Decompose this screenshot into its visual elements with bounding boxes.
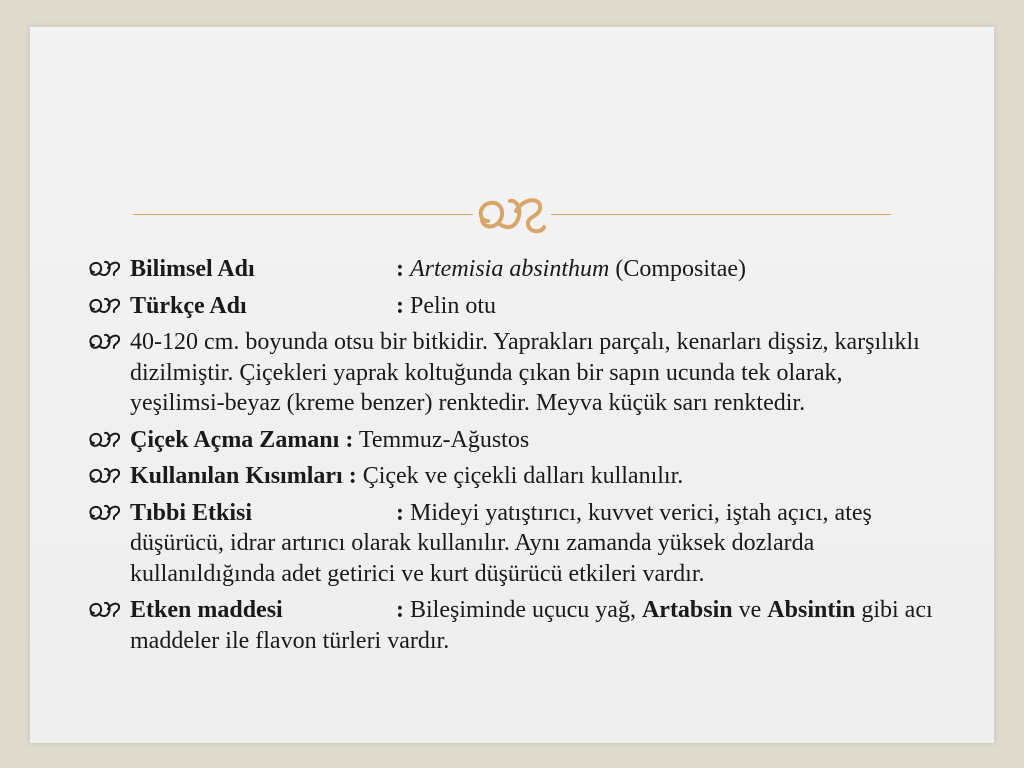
- family-name: (Compositae): [609, 256, 746, 282]
- swirl-bullet-icon: [88, 599, 120, 619]
- swirl-bullet-icon: [88, 429, 120, 449]
- list-item-kullanilan-kisimlari: [88, 461, 938, 492]
- divider-line-left: [133, 214, 473, 215]
- item-value: Mideyi yatıştırıcı, kuvvet verici, iştah açıcı, ateş düşürücü, idrar artırıcı olarak kullanılır. Aynı zamanda yüksek dozlarda kullanıldığında adet getirici ve kurt düşürücü etkileri vardır.: [130, 499, 872, 587]
- item-colon: :: [396, 499, 404, 526]
- item-label: Çiçek Açma Zamanı :: [130, 426, 354, 453]
- item-text: 40-120 cm. boyunda otsu bir bitkidir. Yaprakları parçalı, kenarları dişsiz, karşılıklı dizilmiştir. Çiçekleri yaprak koltuğunda çıkan bir sapın ucunda tek olarak, yeşilimsi-beyaz (kreme benzer) renktedir. Meyva küçük sarı renktedir.: [130, 329, 920, 416]
- list-item-etken-maddesi: [88, 595, 938, 656]
- swirl-bullet-icon: [88, 465, 120, 485]
- list-item-bilimsel-adi: [88, 254, 938, 285]
- item-value-part3: gibi acı maddeler ile flavon türleri vardır.: [130, 597, 933, 654]
- item-label: Bilimsel Adı: [130, 256, 255, 282]
- item-colon: :: [396, 597, 404, 623]
- item-value: Pelin otu: [410, 292, 497, 319]
- content-list: [88, 254, 938, 662]
- item-value: Çiçek ve çiçekli dalları kullanılır.: [362, 463, 684, 489]
- divider-line-right: [551, 214, 891, 215]
- swirl-ornament-icon: [476, 189, 548, 239]
- list-item-tibbi-etkisi: [88, 498, 938, 590]
- scientific-name: Artemisia absinthum: [410, 256, 610, 282]
- compound-artabsin: Artabsin: [641, 597, 733, 623]
- list-item-cicek-acma-zamani: [88, 425, 938, 456]
- item-label: Kullanılan Kısımları :: [130, 463, 357, 489]
- item-value-part2: ve: [738, 597, 762, 623]
- swirl-bullet-icon: [88, 331, 120, 351]
- swirl-bullet-icon: [88, 295, 120, 315]
- swirl-bullet-icon: [88, 502, 120, 522]
- item-colon: :: [396, 292, 404, 319]
- item-label: Tıbbi Etkisi: [130, 499, 253, 526]
- compound-absintin: Absintin: [767, 597, 856, 623]
- item-value: Temmuz-Ağustos: [358, 426, 530, 453]
- item-colon: :: [396, 256, 404, 282]
- item-value-part1: Bileşiminde uçucu yağ,: [410, 597, 636, 623]
- title-divider: [133, 189, 891, 239]
- item-label: Etken maddesi: [130, 597, 283, 623]
- list-item-description: [88, 327, 938, 419]
- list-item-turkce-adi: [88, 291, 938, 322]
- swirl-bullet-icon: [88, 258, 120, 278]
- item-label: Türkçe Adı: [130, 292, 247, 319]
